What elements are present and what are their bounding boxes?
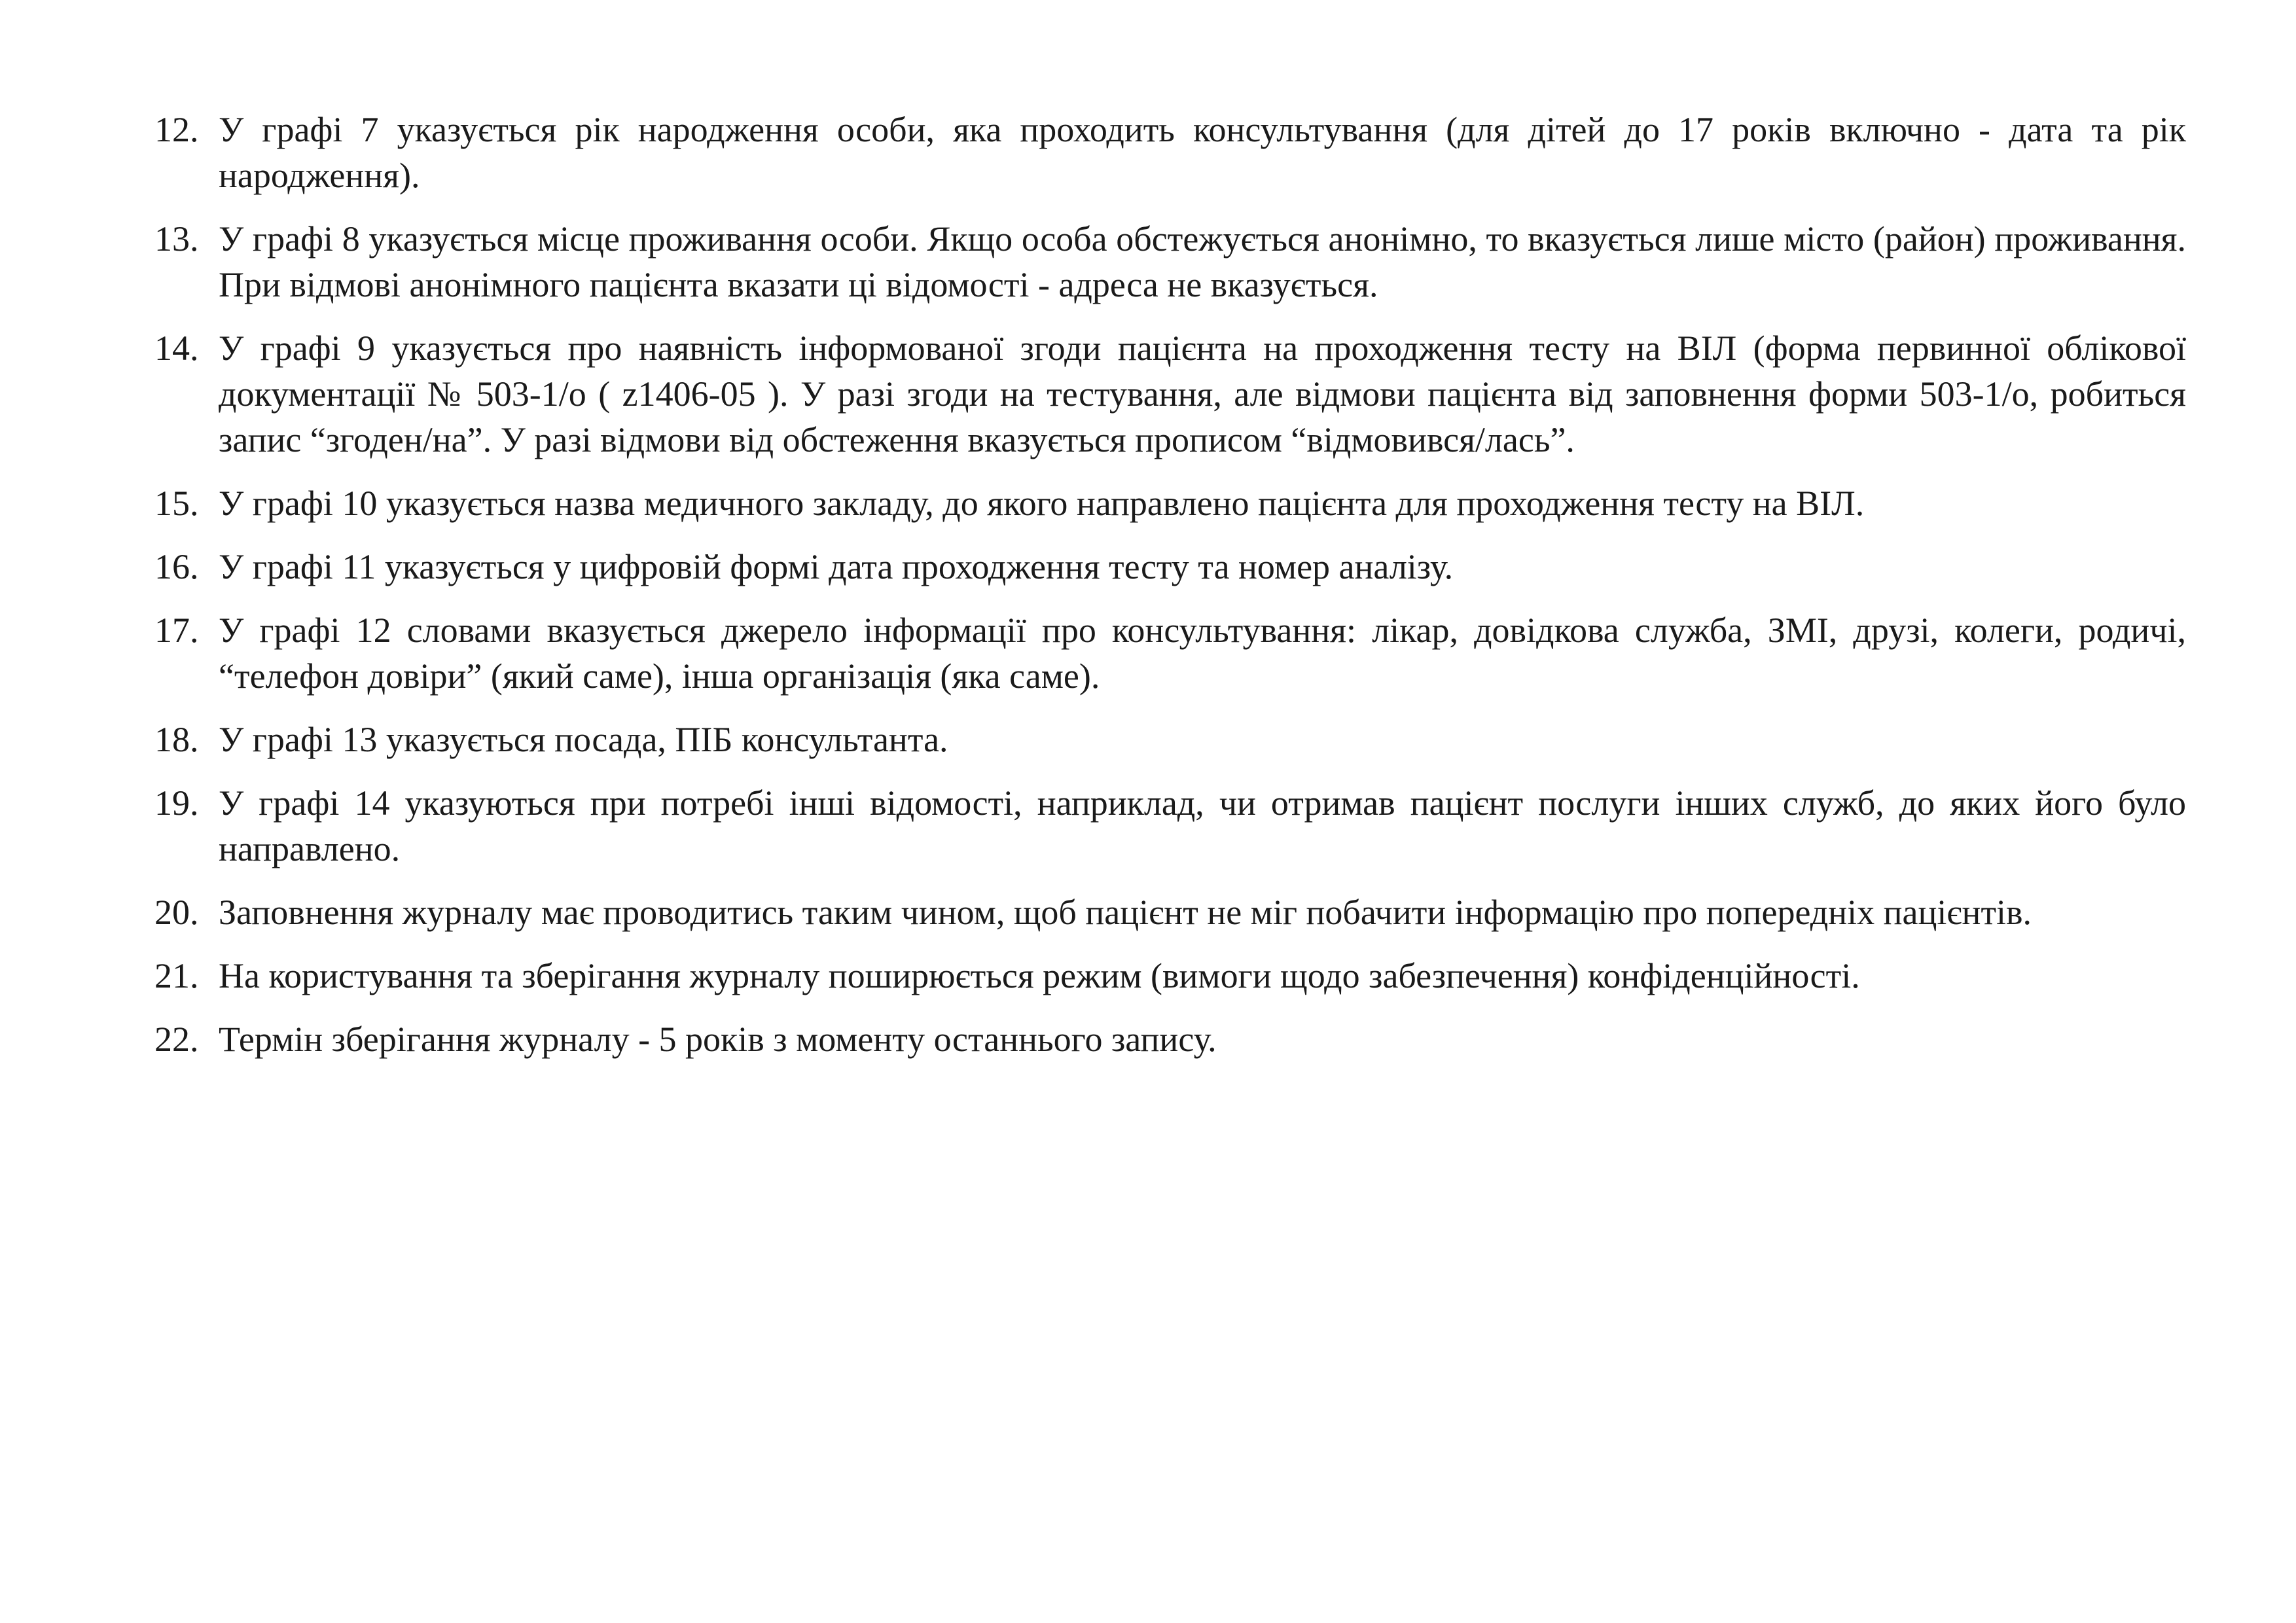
item-text: Заповнення журналу має проводитись таким чином, щоб пацієнт не міг побачити інформацію про попередніх пацієнтів. <box>219 893 2032 932</box>
list-item <box>154 1016 2186 1062</box>
item-number: 20. <box>154 893 199 932</box>
item-number: 14. <box>154 329 199 368</box>
list-item <box>154 544 2186 590</box>
item-text: У графі 11 указується у цифровій формі дата проходження тесту та номер аналізу. <box>219 547 1454 586</box>
item-number: 17. <box>154 611 199 650</box>
item-number: 21. <box>154 956 199 995</box>
item-number: 18. <box>154 720 199 759</box>
item-number: 16. <box>154 547 199 586</box>
item-text: У графі 10 указується назва медичного закладу, до якого направлено пацієнта для проходження тесту на ВІЛ. <box>219 484 1865 523</box>
list-item <box>154 216 2186 308</box>
item-number: 13. <box>154 219 199 259</box>
list-item <box>154 953 2186 999</box>
item-text: У графі 14 указуються при потребі інші відомості, наприклад, чи отримав пацієнт послуги інших служб, до яких його було направлено. <box>219 783 2186 868</box>
list-item <box>154 607 2186 699</box>
item-text: У графі 7 указується рік народження особи, яка проходить консультування (для дітей до 17 років включно - дата та рік народження). <box>219 110 2186 195</box>
item-number: 15. <box>154 484 199 523</box>
list-item <box>154 717 2186 762</box>
item-text: Термін зберігання журналу - 5 років з моменту останнього запису. <box>219 1020 1217 1059</box>
item-text: На користування та зберігання журналу поширюється режим (вимоги щодо забезпечення) конфіденційності. <box>219 956 1860 995</box>
item-text: У графі 8 указується місце проживання особи. Якщо особа обстежується анонімно, то вказується лише місто (район) проживання. При відмові анонімного пацієнта вказати ці відомості - адреса не вказується. <box>219 219 2186 304</box>
list-item <box>154 107 2186 198</box>
item-number: 12. <box>154 110 199 149</box>
item-number: 19. <box>154 783 199 823</box>
item-number: 22. <box>154 1020 199 1059</box>
item-text: У графі 12 словами вказується джерело інформації про консультування: лікар, довідкова служба, ЗМІ, друзі, колеги, родичі, “телефон довіри” (який саме), інша організація (яка саме). <box>219 611 2186 696</box>
list-item <box>154 325 2186 463</box>
item-text: У графі 9 указується про наявність інформованої згоди пацієнта на проходження тесту на ВІЛ (форма первинної облікової документації № 503-1/о ( z1406-05 ). У разі згоди на тестування, але відмови пацієнта від заповнення форми 503-1/о, робиться запис “згоден/на”. У разі відмови від обстеження вказується прописом “відмовився/лась”. <box>219 329 2186 459</box>
list-item <box>154 780 2186 872</box>
list-item <box>154 480 2186 526</box>
list-item <box>154 889 2186 935</box>
instructions-list <box>154 107 2186 1080</box>
item-text: У графі 13 указується посада, ПІБ консультанта. <box>219 720 948 759</box>
